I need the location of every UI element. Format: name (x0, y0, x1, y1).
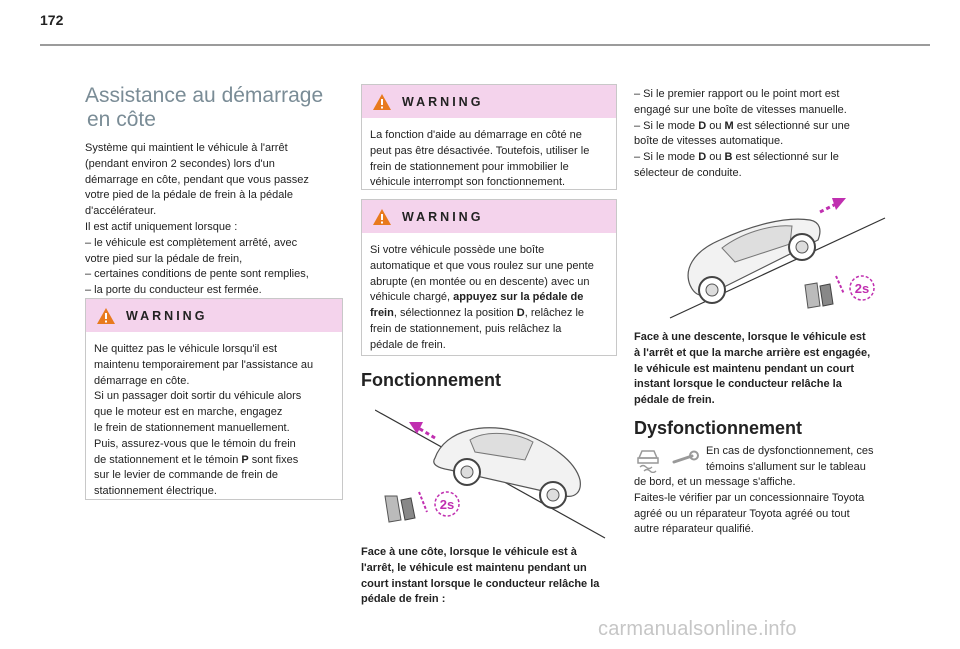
brake-pedal-icon (385, 492, 427, 522)
warning-body (86, 332, 342, 508)
warning-line: frein de stationnement pour immobilier le (370, 160, 569, 173)
warning-body (362, 118, 616, 199)
car-icon (688, 219, 820, 303)
warning-line: démarrage en côte. (94, 374, 190, 387)
warning-line: abrupte (en montée ou en descente) avec un (370, 275, 590, 288)
title-line-2: en côte (87, 108, 156, 131)
caption-downhill: Face à une descente, lorsque le véhicule est à l'arrêt et que la marche arrière est engagée, le véhicule est maintenu pendant un court instant lorsque le conducteur relâche la pédale de frein. (634, 331, 871, 407)
warning-line: Si un passager doit sortir du véhicule alors (94, 390, 302, 403)
warning-line: véhicule interrompt son fonctionnement. (370, 176, 566, 189)
intro-line: – le véhicule est complètement arrêté, avec (85, 236, 298, 249)
warning-title: WARNING (402, 209, 484, 224)
intro-line: votre pied sur la pédale de frein, (85, 252, 243, 265)
warning-triangle-icon (96, 307, 116, 325)
skid-car-warning-icon (638, 451, 658, 473)
intro-line: Système qui maintient le véhicule à l'arrêt (85, 142, 288, 154)
downhill-car-illustration (660, 190, 890, 320)
section-heading-fonctionnement: Fonctionnement (361, 370, 501, 390)
brake-pedal-icon (805, 276, 844, 308)
intro-line: d'accélérateur. (85, 205, 157, 218)
svg-text:2s: 2s (854, 281, 870, 296)
conditions-list: – Si le premier rapport ou le point mort est engagé sur une boîte de vitesses manuelle. – Si le mode D ou M est sélectionné sur une boîte de vitesses automatique. – Si le mode D ou B est sélectionné sur le sélecteur de conduite. (634, 88, 850, 179)
watermark: carmanualsonline.info (598, 618, 797, 640)
dysfonctionnement-text: de bord, et un message s'affiche. Faites-le vérifier par un concessionnaire Toyota agréé ou un réparateur Toyota agréé ou tout autre réparateur qualifié. (634, 476, 865, 536)
warning-header (362, 200, 616, 233)
warning-line: pédale de frein. (370, 338, 446, 351)
warning-box-1 (85, 298, 343, 500)
warning-line: Puis, assurez-vous que le témoin du frein (94, 437, 296, 450)
warning-box-3 (361, 199, 617, 356)
warning-header (362, 85, 616, 118)
warning-line: frein, sélectionnez la position D, relâchez le (370, 307, 585, 320)
warning-line: La fonction d'aide au démarrage en côté ne (370, 129, 582, 141)
warning-line: que le moteur est en marche, engagez (94, 406, 283, 419)
warning-title: WARNING (402, 94, 484, 109)
warning-line: Si votre véhicule possède une boîte (370, 244, 545, 256)
page-number: 172 (40, 12, 64, 28)
wrench-icon (674, 452, 698, 463)
direction-arrow-icon (820, 198, 846, 212)
warning-line: Ne quittez pas le véhicule lorsqu'il est (94, 343, 278, 355)
timer-badge-icon (435, 492, 459, 516)
warning-triangle-icon (372, 208, 392, 226)
warning-line: peut pas être désactivée. Toutefois, utiliser le (370, 144, 590, 157)
warning-lamps-icons (634, 447, 702, 473)
warning-box-2 (361, 84, 617, 190)
warning-line: véhicule chargé, appuyez sur la pédale de (370, 291, 584, 304)
intro-text (85, 141, 341, 299)
intro-line: Il est actif uniquement lorsque : (85, 220, 238, 233)
header-rule (40, 44, 930, 46)
warning-line: de stationnement et le témoin P sont fixes (94, 453, 299, 466)
caption-uphill: Face à une côte, lorsque le véhicule est à l'arrêt, le véhicule est maintenu pendant un court instant lorsque le conducteur relâche la pédale de frein : (361, 546, 600, 606)
intro-line: votre pied de la pédale de frein à la pédale (85, 189, 293, 202)
intro-line: – la porte du conducteur est fermée. (85, 284, 262, 297)
section-heading-dysfonctionnement: Dysfonctionnement (634, 418, 803, 438)
warning-header (86, 299, 342, 332)
intro-line: démarrage en côte, pendant que vous passez (85, 173, 309, 186)
warning-line: frein de stationnement, puis relâchez la (370, 322, 562, 335)
warning-triangle-icon (372, 93, 392, 111)
warning-line: automatique et que vous roulez sur une pente (370, 259, 594, 272)
title-line-1: Assistance au démarrage (85, 84, 324, 107)
page-title (85, 84, 345, 132)
timer-badge-icon (850, 276, 874, 300)
uphill-car-illustration (375, 400, 610, 540)
intro-line: – certaines conditions de pente sont remplies, (85, 268, 309, 281)
warning-body (362, 233, 616, 362)
warning-line: maintenu temporairement par l'assistance au (94, 358, 314, 371)
intro-line: (pendant environ 2 secondes) lors d'un (85, 157, 275, 170)
svg-text:2s: 2s (439, 497, 455, 512)
warning-line: stationnement électrique. (94, 485, 217, 498)
warning-title: WARNING (126, 308, 208, 323)
warning-line: le frein de stationnement manuellement. (94, 421, 290, 434)
warning-line: sur le levier de commande de frein de (94, 469, 279, 482)
dysfonctionnement-text-top: En cas de dysfonctionnement, ces témoins s'allument sur le tableau (706, 445, 874, 473)
